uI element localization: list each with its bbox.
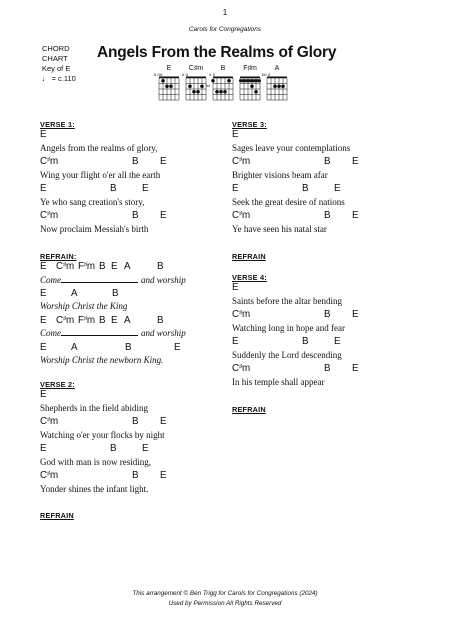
chord-symbol: E <box>352 210 359 221</box>
verse2-lyric-4: Yonder shines the infant light. <box>40 484 149 494</box>
fret-marker: fr4 <box>206 84 211 88</box>
chord-symbol: E <box>40 261 47 272</box>
chord-symbol: A <box>71 342 78 353</box>
refrain-lyric-3 <box>40 328 186 338</box>
refrain-lyric-4: Worship Christ the newborn King. <box>40 355 164 365</box>
chord-diagram-name: F♯m <box>243 65 257 72</box>
running-header: Carols for Congregations <box>188 26 262 33</box>
key-label: Key of E <box>42 64 71 73</box>
chord-symbol: B <box>324 309 331 320</box>
chord-symbol: C♯m <box>232 309 251 320</box>
verse4-lyric-2: Watching long in hope and fear <box>232 323 345 333</box>
chord-symbol: E <box>352 309 359 320</box>
verse4-heading: VERSE 4: <box>232 273 267 282</box>
verse4-lyric-4: In his temple shall appear <box>232 377 325 387</box>
chord-diagram-grid <box>267 77 287 101</box>
chord-symbol: E <box>40 288 47 299</box>
lyric-word: and worship <box>141 275 186 285</box>
verse3-lyric-2: Brighter visions beam afar <box>232 170 328 180</box>
chord-symbol: B <box>324 363 331 374</box>
verse3-lyric-1: Sages leave your contemplations <box>232 143 351 153</box>
refrain-reference: REFRAIN <box>232 405 266 414</box>
chord-symbol: E <box>334 336 341 347</box>
chord-diagram-grid <box>239 77 261 101</box>
melisma-line <box>61 275 138 283</box>
chord-symbol: E <box>232 129 239 140</box>
verse2-lyric-3: God with man is now residing, <box>40 457 151 467</box>
string-markers: x o <box>181 72 189 77</box>
chord-symbol: B <box>157 315 164 326</box>
chord-symbol: E <box>232 336 239 347</box>
chord-symbol: B <box>132 156 139 167</box>
verse2-lyric-2: Watching o'er your flocks by night <box>40 430 165 440</box>
page-number: 1 <box>222 8 228 17</box>
chord-symbol: E <box>111 315 118 326</box>
tempo-label: ♩ = c.110 <box>42 74 76 83</box>
chord-symbol: E <box>40 129 47 140</box>
refrain-lyric-2: Worship Christ the King <box>40 301 128 311</box>
melisma-line <box>61 328 138 336</box>
chord-diagram-grid <box>211 77 233 101</box>
chord-symbol: F♯m <box>78 261 96 272</box>
chord-symbol: C♯m <box>40 210 59 221</box>
chord-symbol: B <box>110 183 117 194</box>
chord-symbol: B <box>110 443 117 454</box>
chord-symbol: E <box>174 342 181 353</box>
chord-symbol: B <box>132 210 139 221</box>
verse1-lyric-2: Wing your flight o'er all the earth <box>40 170 161 180</box>
lyric-word: Come <box>40 328 61 338</box>
chord-diagram-grid <box>159 77 179 101</box>
chord-symbol: C♯m <box>40 470 59 481</box>
refrain-reference: REFRAIN <box>232 252 266 261</box>
song-title: Angels From the Realms of Glory <box>97 44 337 61</box>
chord-symbol: C♯m <box>232 210 251 221</box>
chord-symbol: B <box>324 210 331 221</box>
chord-diagram-grid <box>186 77 206 101</box>
verse1-lyric-4: Now proclaim Messiah's birth <box>40 224 149 234</box>
verse2-heading: VERSE 2: <box>40 380 75 389</box>
chord-symbol: F♯m <box>78 315 96 326</box>
refrain-heading: REFRAIN: <box>40 252 77 261</box>
verse4-lyric-3: Suddenly the Lord descending <box>232 350 342 360</box>
chord-symbol: E <box>160 470 167 481</box>
chord-symbol: B <box>132 416 139 427</box>
chord-symbol: E <box>40 443 47 454</box>
lyric-word: Come <box>40 275 61 285</box>
copyright-line: This arrangement © Ben Trigg for Carols for Congregations (2024) <box>132 590 318 597</box>
chord-symbol: B <box>132 470 139 481</box>
verse3-lyric-3: Seek the great desire of nations <box>232 197 345 207</box>
chord-symbol: B <box>324 156 331 167</box>
chord-symbol: B <box>99 261 106 272</box>
chord-symbol: E <box>160 156 167 167</box>
chord-symbol: B <box>302 336 309 347</box>
verse4-lyric-1: Saints before the altar bending <box>232 296 342 306</box>
string-markers: o oo <box>153 72 163 77</box>
chord-symbol: E <box>232 183 239 194</box>
verse1-lyric-1: Angels from the realms of glory, <box>40 143 158 153</box>
chord-symbol: B <box>99 315 106 326</box>
chord-symbol: B <box>112 288 119 299</box>
chord-symbol: C♯m <box>232 156 251 167</box>
string-markers: xo o <box>261 72 271 77</box>
verse3-heading: VERSE 3: <box>232 120 267 129</box>
chord-symbol: C♯m <box>56 261 75 272</box>
chord-symbol: C♯m <box>40 416 59 427</box>
chord-symbol: B <box>302 183 309 194</box>
chord-symbol: E <box>111 261 118 272</box>
verse3-lyric-4: Ye have seen his natal star <box>232 224 327 234</box>
chord-diagram-name: B <box>220 65 226 72</box>
chord-diagram-name: C♯m <box>188 65 204 72</box>
chord-symbol: E <box>40 315 47 326</box>
chord-symbol: B <box>157 261 164 272</box>
verse1-lyric-3: Ye who sang creation's story, <box>40 197 145 207</box>
chord-symbol: B <box>125 342 132 353</box>
chord-diagram-name: E <box>166 65 172 72</box>
chord-diagrams <box>153 64 296 104</box>
chord-symbol: E <box>40 342 47 353</box>
verse2-lyric-1: Shepherds in the field abiding <box>40 403 148 413</box>
chord-symbol: E <box>160 416 167 427</box>
chord-symbol: E <box>160 210 167 221</box>
permission-line: Used by Permission All Rights Reserved <box>168 600 282 607</box>
chart-label-1: CHORD <box>42 44 70 53</box>
chord-symbol: A <box>124 261 131 272</box>
chord-symbol: C♯m <box>232 363 251 374</box>
chord-symbol: E <box>352 156 359 167</box>
chord-symbol: C♯m <box>56 315 75 326</box>
refrain-lyric-1 <box>40 275 186 285</box>
string-markers: x x <box>209 72 215 77</box>
chord-symbol: E <box>40 183 47 194</box>
chord-symbol: E <box>40 389 47 400</box>
chord-symbol: E <box>232 282 239 293</box>
chart-label-2: CHART <box>42 54 68 63</box>
chord-symbol: E <box>352 363 359 374</box>
refrain-reference: REFRAIN <box>40 511 74 520</box>
chord-symbol: E <box>142 183 149 194</box>
chord-symbol: E <box>142 443 149 454</box>
chord-diagram-name: A <box>274 65 280 72</box>
chord-symbol: C♯m <box>40 156 59 167</box>
chord-symbol: A <box>124 315 131 326</box>
lyric-word: and worship <box>141 328 186 338</box>
verse1-heading: VERSE 1: <box>40 120 75 129</box>
chord-symbol: E <box>334 183 341 194</box>
chord-symbol: A <box>71 288 78 299</box>
